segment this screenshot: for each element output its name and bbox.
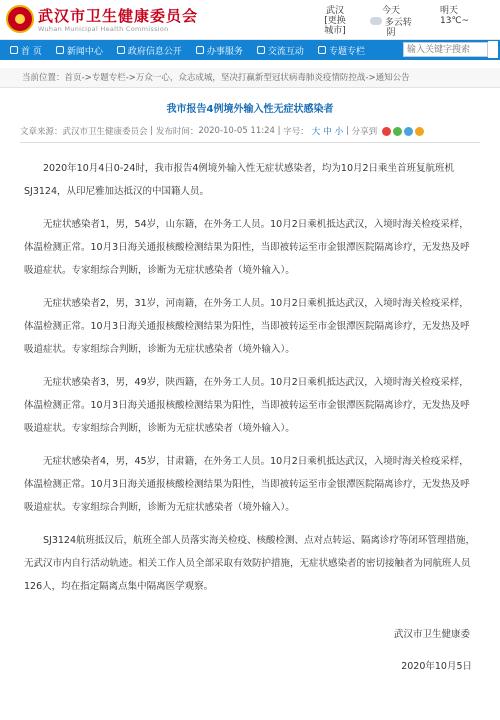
article-meta	[20, 125, 480, 143]
font-large-button[interactable]: 大	[311, 127, 321, 137]
article-signature: 武汉市卫生健康委	[393, 629, 470, 640]
nav-topics-label: 专题专栏	[328, 46, 365, 57]
font-small-button[interactable]: 小	[334, 127, 344, 137]
published-value: 2020-10-05 11:24	[198, 126, 275, 136]
paragraph: 无症状感染者4，男，45岁，甘肃籍，在外务工人员。10月2日乘机抵达武汉，入境时海关检疫采样，体温检测正常。10月3日海关通报核酸检测结果为阳性，当即被转运至市金银潭医院隔离诊疗，无发热及呼吸道症状。专家组综合判断，诊断为无症状感染者（境外输入）。	[24, 456, 470, 513]
meta-divider: |	[343, 126, 352, 136]
site-header	[0, 0, 500, 40]
news-icon	[56, 46, 64, 54]
nav-home-label: 首 页	[21, 46, 42, 57]
paragraph: 无症状感染者1，男，54岁，山东籍，在外务工人员。10月2日乘机抵达武汉，入境时海关检疫采样，体温检测正常。10月3日海关通报核酸检测结果为阳性，当即被转运至市金银潭医院隔离诊疗，无发热及呼吸道症状。专家组综合判断，诊断为无症状感染者（境外输入）。	[24, 219, 470, 276]
weather-city-name: 武汉	[325, 6, 344, 16]
weather-tomorrow	[440, 6, 495, 26]
nav-services[interactable]	[196, 44, 243, 57]
weather-today	[370, 6, 412, 38]
meta-divider: |	[147, 126, 156, 136]
published-label: 发布时间：	[155, 127, 199, 137]
paragraph: SJ3124航班抵汉后，航班全部人员落实海关检疫、核酸检测、点对点转运、隔离诊疗等闭环管理措施，无武汉市内自行活动轨迹。相关工作人员全部采取有效防护措施，无症状感染者的密切接触者为同航班人员126人，均在指定隔离点集中隔离医学观察。	[24, 535, 476, 592]
source-value: 武汉市卫生健康委员会	[62, 127, 148, 137]
weather-tomorrow-label: 明天	[440, 6, 459, 16]
cloud-icon	[370, 17, 382, 25]
weather-tomorrow-temp: 13℃~	[440, 16, 470, 26]
qzone-icon[interactable]	[404, 127, 413, 136]
paragraph: 2020年10月4日0-24时，我市报告4例境外输入性无症状感染者，均为10月2日乘坐首班复航班机SJ3124，从印尼雅加达抵汉的中国籍人员。	[24, 163, 455, 197]
nav-news[interactable]	[56, 44, 103, 57]
breadcrumb	[0, 68, 500, 88]
home-icon	[10, 46, 18, 54]
share-icons	[380, 127, 424, 136]
emblem-logo-icon[interactable]	[6, 5, 34, 33]
change-city-link[interactable]: [更换城市]	[324, 16, 346, 36]
article-title: 我市报告4例境外输入性无症状感染者	[166, 104, 334, 115]
weibo-icon[interactable]	[382, 127, 391, 136]
font-medium-button[interactable]: 中	[323, 127, 332, 137]
breadcrumb-path[interactable]: 首页->专题专栏->万众一心，众志成城，坚决打赢新型冠状病毒肺炎疫情防控战->通知公告	[64, 73, 410, 83]
topic-icon	[318, 46, 326, 54]
share-label: 分享到	[351, 127, 378, 137]
document-icon	[117, 46, 125, 54]
weather-today-desc: 多云转阴	[384, 18, 412, 38]
paragraph: 无症状感染者3，男，49岁，陕西籍，在外务工人员。10月2日乘机抵达武汉，入境时海关检疫采样，体温检测正常。10月3日海关通报核酸检测结果为阳性，当即被转运至市金银潭医院隔离诊疗，无发热及呼吸道症状。专家组综合判断，诊断为无症状感染者（境外输入）。	[24, 377, 470, 434]
weather-today-label: 今天	[381, 6, 400, 16]
article-date: 2020年10月5日	[401, 661, 472, 672]
nav-interaction[interactable]	[257, 44, 304, 57]
service-icon	[196, 46, 204, 54]
nav-gov-info[interactable]	[117, 44, 182, 57]
share-more-icon[interactable]	[415, 127, 424, 136]
article-body	[0, 157, 500, 598]
site-title[interactable]: 武汉市卫生健康委员会	[38, 7, 199, 25]
nav-services-label: 办事服务	[206, 46, 243, 57]
search-icon[interactable]	[488, 41, 498, 58]
source-label: 文章来源：	[20, 127, 63, 137]
meta-divider: |	[274, 126, 284, 136]
search-input[interactable]	[403, 42, 488, 57]
nav-home[interactable]	[10, 44, 42, 57]
font-size-label: 字号：	[283, 127, 309, 137]
weather-city[interactable]	[320, 6, 350, 36]
breadcrumb-prefix: 当前位置：	[22, 73, 65, 83]
nav-news-label: 新闻中心	[66, 46, 103, 57]
wechat-icon[interactable]	[393, 127, 402, 136]
nav-interaction-label: 交流互动	[267, 46, 304, 57]
paragraph: 无症状感染者2，男，31岁，河南籍，在外务工人员。10月2日乘机抵达武汉，入境时海关检疫采样，体温检测正常。10月3日海关通报核酸检测结果为阳性，当即被转运至市金银潭医院隔离诊疗，无发热及呼吸道症状。专家组综合判断，诊断为无症状感染者（境外输入）。	[24, 298, 470, 355]
chat-icon	[257, 46, 265, 54]
nav-topics[interactable]	[318, 44, 365, 57]
site-subtitle: Wuhan Municipal Health Commission	[38, 25, 169, 33]
nav-gov-info-label: 政府信息公开	[127, 46, 182, 57]
